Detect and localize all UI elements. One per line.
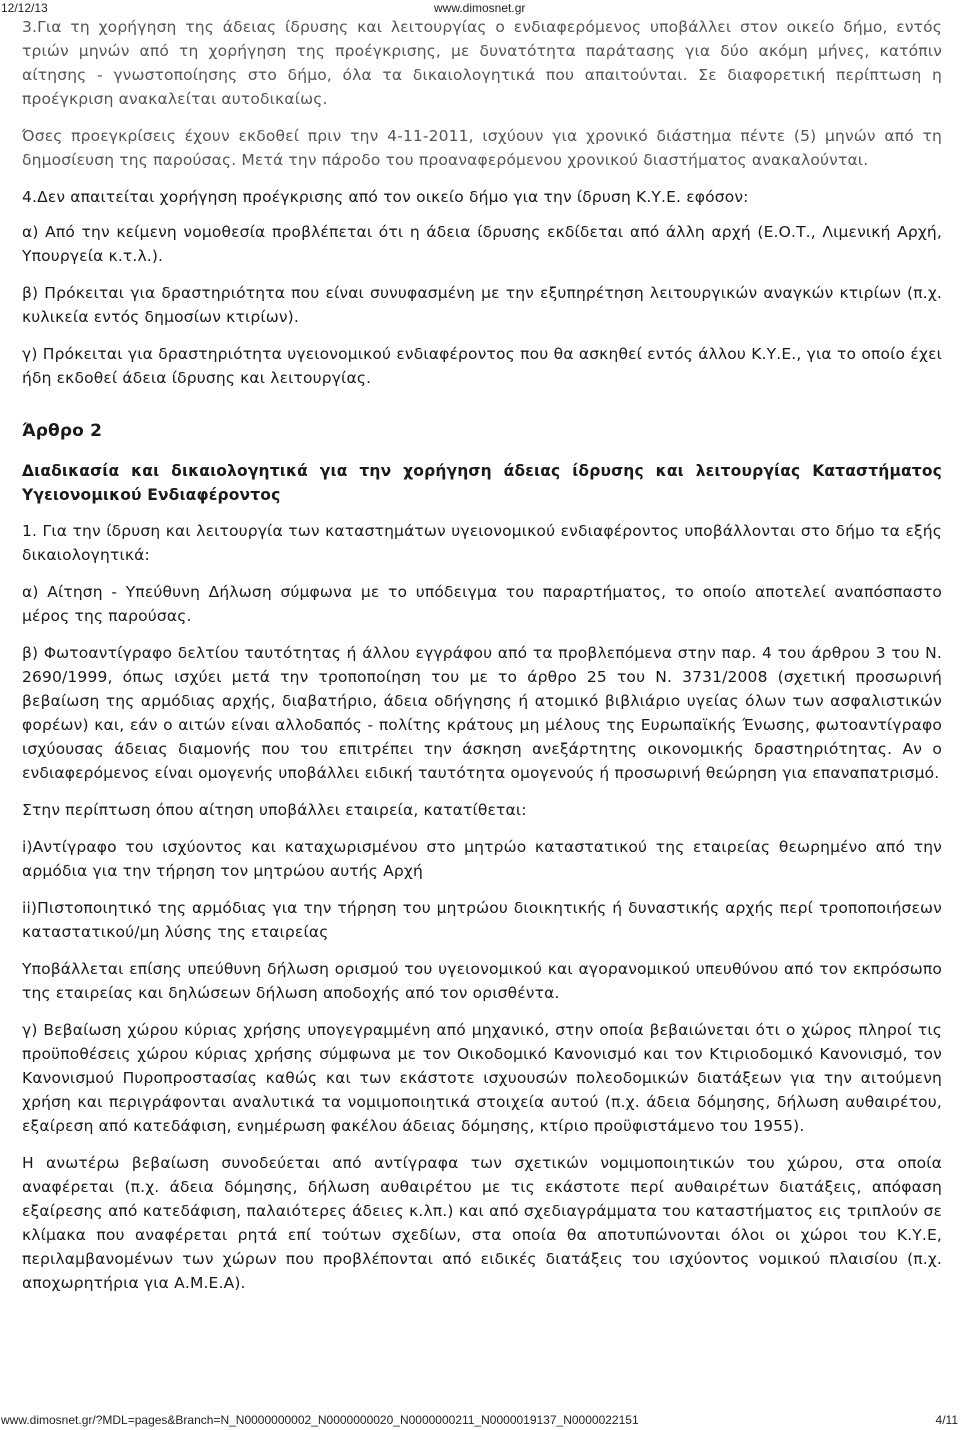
paragraph-previous-approvals xyxy=(22,124,942,172)
print-site: www.dimosnet.gr xyxy=(434,1,526,15)
paragraph-company-declaration: Υποβάλλεται επίσης υπεύθυνη δήλωση ορισμού του υγειονομικού και αγορανομικού υπευθύνου από τον εκπρόσωπο της εταιρείας και δηλώσεων δήλωση αποδοχής από τον ορισθέντα. xyxy=(22,960,942,1002)
print-url: www.dimosnet.gr/?MDL=pages&Branch=N_N0000000002_N0000000020_N0000000211_N0000019137_N0000022151 xyxy=(1,1413,639,1427)
paragraph-certificate-attachments: Η ανωτέρω βεβαίωση συνοδεύεται από αντίγραφα των σχετικών νομιμοποιητικών του χώρου, στα οποία αναφέρεται (π.χ. άδεια δόμησης, δήλωση αυθαιρέτου με τις εκάστοτε περί αυθαιρέτων διατάξεις, απόφαση εξαίρεσης από κατεδάφιση, παλαιότερες άδειες κ.λπ.) και από σχεδιαγράμματα του καταστήματος εις τριπλούν σε κλίμακα που αναφέρεται ρητά επί τούτων σχεδίων, στα οποία θα αποτυπώνονται όλοι οι χώροι του Κ.Υ.Ε, περιλαμβανομένων των χώρων που προβλέπονται από ειδικές διατάξεις του ισχύοντος νομικού πλαισίου (π.χ. αποχωρητήρια για Α.Μ.Ε.Α). xyxy=(22,1154,942,1292)
print-footer xyxy=(0,1413,960,1429)
print-date: 12/12/13 xyxy=(1,1,48,15)
paragraph-approval-deadline: 3.Για τη χορήγηση της άδειας ίδρυσης και λειτουργίας ο ενδιαφερόμενος υποβάλλει στον οικείο δήμο, εντός τριών μηνών από τη χορήγηση της προέγκρισης, με δυνατότητα παράτασης για δύο ακόμη μήνες, κατόπιν αίτησης - γνωστοποίησης στο δήμο, όλα τα δικαιολογητικά που απαιτούνται. Σε διαφορετική περίπτωση η προέγκριση ανακαλείται αυτοδικαίως. xyxy=(22,18,942,108)
paragraph-document-a: α) Αίτηση - Υπεύθυνη Δήλωση σύμφωνα με το υπόδειγμα του παραρτήματος, το οποίο αποτελεί αναπόσπαστο μέρος της παρούσας. xyxy=(22,583,942,625)
page-number: 4/11 xyxy=(935,1413,958,1427)
paragraph-previous-approvals-validity: Όσες προεγκρίσεις έχουν εκδοθεί πριν την 4-11-2011, ισχύουν για χρονικό διάστημα πέντε (5) μηνών από τη δημοσίευση της παρούσας. xyxy=(22,127,942,169)
article-title: Άρθρο 2 xyxy=(22,421,103,441)
paragraph-exemptions-intro: 4.Δεν απαιτείται χορήγηση προέγκρισης από τον οικείο δήμο για την ίδρυση Κ.Υ.Ε. εφόσον: xyxy=(22,188,749,206)
paragraph-previous-approvals-revocation: Μετά την πάροδο του προαναφερόμενου χρονικού διαστήματος ανακαλούνται. xyxy=(241,151,869,169)
paragraph-company-intro: Στην περίπτωση όπου αίτηση υποβάλλει εταιρεία, κατατίθεται: xyxy=(22,801,527,819)
paragraph-documents-intro: 1. Για την ίδρυση και λειτουργία των καταστημάτων υγειονομικού ενδιαφέροντος υποβάλλονται στο δήμο τα εξής δικαιολογητικά: xyxy=(22,522,942,564)
paragraph-document-c: γ) Βεβαίωση χώρου κύριας χρήσης υπογεγραμμένη από μηχανικό, στην οποία βεβαιώνεται ότι ο χώρος πληροί τις προϋποθέσεις χώρου κύριας χρήσης σύμφωνα με τον Οικοδομικό Κανονισμό και τον Κτιριοδομικό Κανονισμό, τον Κανονισμού Πυροπροστασίας καθώς και των εκάστοτε ισχυουσών πολεοδομικών διατάξεων για την αιτούμενη χρήση και περιγράφονται αναλυτικά τα νομιμοποιητικά στοιχεία αυτού (π.χ. άδεια δόμησης, δήλωση αυθαιρέτου, εξαίρεση από κατεδάφιση, ενημέρωση φακέλου άδειας δόμησης, κτίριο προϋφιστάμενο του 1955). xyxy=(22,1021,942,1135)
paragraph-document-b: β) Φωτοαντίγραφο δελτίου ταυτότητας ή άλλου εγγράφου από τα προβλεπόμενα στην παρ. 4 του άρθρου 3 του Ν. 2690/1999, όπως ισχύει μετά την τροποποίηση του με το άρθρο 25 του Ν. 3731/2008 (σχετική προσωρινή βεβαίωση της αρμόδιας αρχής, διαβατήριο, άδεια οδήγησης ή ατομικό βιβλιάριο υγείας όλων των ασφαλιστικών φορέων) και, εάν ο αιτών είναι αλλοδαπός - πολίτης κράτους μη μέλους της Ευρωπαϊκής Ένωσης, φωτοαντίγραφο ισχύουσας άδειας διαμονής που του επιτρέπει την άσκηση ανεξάρτητης οικονομικής δραστηριότητας. Αν ο ενδιαφερόμενος είναι ομογενής υποβάλλει ειδική ταυτότητα ομογενούς ή προσωρινή θεώρηση για επαναπατρισμό. xyxy=(22,644,942,782)
paragraph-company-i: i)Αντίγραφο του ισχύοντος και καταχωρισμένου στο μητρώο καταστατικού της εταιρείας θεωρημένο από την αρμόδια για την τήρηση τον μητρώου αυτής Αρχή xyxy=(22,838,942,880)
document-body xyxy=(22,15,942,1308)
paragraph-exemption-b: β) Πρόκειται για δραστηριότητα που είναι συνυφασμένη με την εξυπηρέτηση λειτουργικών αναγκών κτιρίων (π.χ. κυλικεία εντός δημοσίων κτιρίων). xyxy=(22,284,942,326)
paragraph-exemption-a: α) Από την κείμενη νομοθεσία προβλέπεται ότι η άδεια ίδρυσης εκδίδεται από άλλη αρχή (Ε.Ο.Τ., Λιμενική Αρχή, Υπουργεία κ.τ.λ.). xyxy=(22,223,942,265)
paragraph-exemption-c: γ) Πρόκειται για δραστηριότητα υγειονομικού ενδιαφέροντος που θα ασκηθεί εντός άλλου Κ.Υ.Ε., για το οποίο έχει ήδη εκδοθεί άδεια ίδρυσης και λειτουργίας. xyxy=(22,345,942,387)
article-subtitle: Διαδικασία και δικαιολογητικά για την χορήγηση άδειας ίδρυσης και λειτουργίας Καταστήματος Υγειονομικού Ενδιαφέροντος xyxy=(22,462,942,504)
paragraph-company-ii: ii)Πιστοποιητικό της αρμόδιας για την τήρηση του μητρώου διοικητικής ή δυναστικής αρχής περί τροποποιήσεων καταστατικού/μη λύσης της εταιρείας xyxy=(22,899,942,941)
